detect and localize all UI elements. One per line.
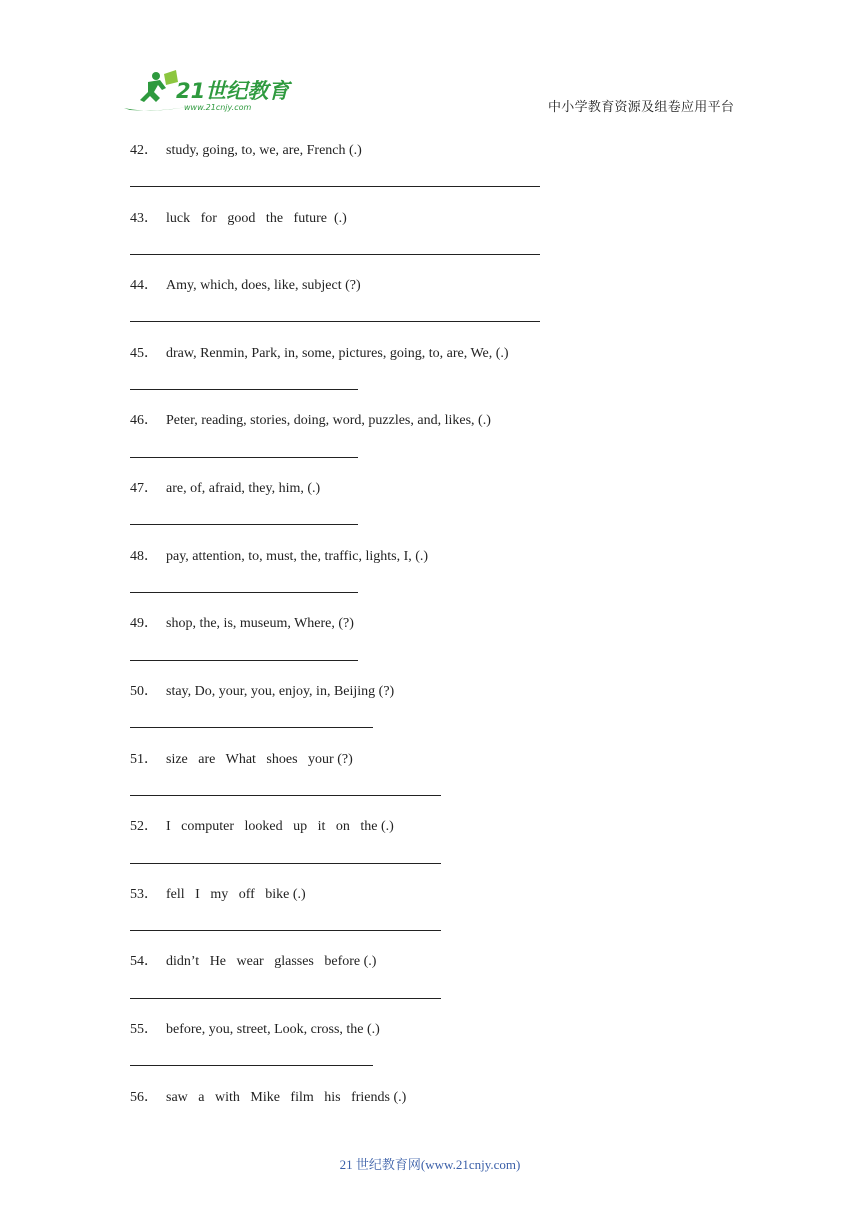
answer-line — [130, 660, 358, 661]
answer-line — [130, 1065, 373, 1066]
answer-line — [130, 795, 441, 796]
question-number: 44． — [130, 278, 158, 293]
question-number: 48． — [130, 549, 158, 564]
question-number: 53． — [130, 887, 158, 902]
question-item — [130, 274, 361, 294]
question-number: 56． — [130, 1090, 158, 1105]
answer-line — [130, 998, 441, 999]
page-footer: 21 世纪教育网(www.21cnjy.com) — [339, 1157, 521, 1172]
question-item — [130, 1018, 380, 1038]
answer-line — [130, 321, 540, 322]
question-text: before, you, street, Look, cross, the (.) — [166, 1022, 380, 1037]
question-item — [130, 883, 306, 903]
question-item — [130, 680, 394, 700]
runner-logo-icon — [122, 68, 297, 116]
page-header — [0, 0, 860, 130]
question-number: 51． — [130, 752, 158, 767]
question-text: pay, attention, to, must, the, traffic, lights, I, (.) — [166, 549, 429, 564]
question-text: didn’t He wear glasses before (.) — [166, 954, 377, 969]
question-text: Peter, reading, stories, doing, word, puzzles, and, likes, (.) — [166, 413, 491, 428]
answer-line — [130, 863, 441, 864]
question-number: 46． — [130, 413, 158, 428]
question-number: 54． — [130, 954, 158, 969]
question-number: 49． — [130, 616, 158, 631]
answer-line — [130, 592, 358, 593]
svg-text:21世纪教育: 21世纪教育 — [176, 79, 290, 103]
question-item — [130, 1086, 406, 1106]
answer-line — [130, 389, 358, 390]
question-item — [130, 207, 347, 227]
question-item — [130, 139, 362, 159]
question-item — [130, 612, 354, 632]
question-item — [130, 477, 320, 497]
answer-line — [130, 186, 540, 187]
question-number: 45． — [130, 346, 158, 361]
question-text: I computer looked up it on the (.) — [166, 819, 394, 834]
question-text: size are What shoes your (?) — [166, 752, 353, 767]
question-text: Amy, which, does, like, subject (?) — [166, 278, 361, 293]
svg-text:www.21cnjy.com: www.21cnjy.com — [184, 103, 252, 112]
answer-line — [130, 524, 358, 525]
question-item — [130, 950, 376, 970]
question-number: 42． — [130, 143, 158, 158]
question-number: 47． — [130, 481, 158, 496]
question-item — [130, 409, 491, 429]
question-text: luck for good the future (.) — [166, 211, 347, 226]
question-text: are, of, afraid, they, him, (.) — [166, 481, 321, 496]
question-text: fell I my off bike (.) — [166, 887, 306, 902]
question-number: 43． — [130, 211, 158, 226]
answer-line — [130, 457, 358, 458]
question-number: 52． — [130, 819, 158, 834]
question-text: study, going, to, we, are, French (.) — [166, 143, 362, 158]
question-item — [130, 342, 509, 362]
answer-line — [130, 930, 441, 931]
question-text: stay, Do, your, you, enjoy, in, Beijing (?) — [166, 684, 395, 699]
header-platform-text: 中小学教育资源及组卷应用平台 — [548, 99, 735, 114]
question-number: 55． — [130, 1022, 158, 1037]
question-item — [130, 748, 353, 768]
answer-line — [130, 727, 373, 728]
question-text: shop, the, is, museum, Where, (?) — [166, 616, 354, 631]
answer-line — [130, 254, 540, 255]
question-item — [130, 815, 394, 835]
logo — [122, 68, 297, 116]
question-text: draw, Renmin, Park, in, some, pictures, going, to, are, We, (.) — [166, 346, 509, 361]
question-number: 50． — [130, 684, 158, 699]
question-text: saw a with Mike film his friends (.) — [166, 1090, 407, 1105]
question-item — [130, 545, 428, 565]
